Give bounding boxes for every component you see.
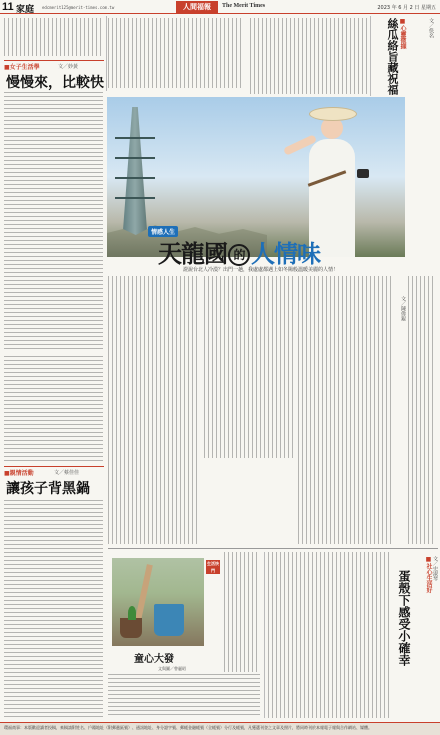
article-body-eggs [268, 552, 392, 718]
flower-pot [120, 618, 142, 638]
article-body-children [4, 500, 103, 718]
column-rule-4 [264, 552, 265, 718]
tower-segment [115, 157, 155, 159]
issue-date: 2023 年 6 月 2 日 星期五 [377, 5, 436, 11]
newspaper-logo: 人間福報 [176, 1, 218, 13]
tower-segment [115, 137, 155, 139]
photo-article-byline: 文與圖／曾麗昭 [158, 666, 186, 671]
article-body-loofah [250, 18, 368, 94]
middle-text-column [224, 552, 260, 672]
tower-segment [115, 197, 155, 199]
column-banner: 情感人生 [148, 226, 178, 237]
blue-bucket [154, 604, 184, 636]
feature-body-1 [108, 276, 200, 544]
feature-body-2 [204, 276, 294, 458]
article-headline-loofah: 絲瓜絡旨藏祝福 [386, 18, 399, 95]
photo-article-body [108, 674, 260, 718]
page-number: 11 [2, 1, 14, 13]
photo-column-tag: 生活快門 [207, 561, 219, 573]
article-body-slow [4, 92, 103, 352]
contact-email: edcmerit125@merit-times.com.tw [42, 5, 115, 10]
feature-body-4 [408, 276, 436, 544]
article-headline-eggs: 蛋殼下感受小確幸 [397, 570, 411, 666]
article-byline-children: 文／蔡佳佳 [54, 470, 80, 476]
footer-notice: 環福商事：本版歡迎讀者投稿，來稿請附姓名、戶籍地址（附郵遞區號）、通訊地址、身分證字號、郵帳金融帳號（全帳號）分行及帳號，凡獲選刊登之文章及照片，將同時刊於本報電子報與合作網站、媒體。 [4, 725, 372, 730]
feature-byline: 文／陳偉錕 [400, 296, 406, 321]
article-byline-slow: 文／妙黃 [58, 64, 79, 70]
feature-body-3 [298, 276, 394, 544]
camera-icon [357, 169, 369, 178]
article-headline-slow: 慢慢來，比較快 [6, 75, 104, 91]
section-divider [108, 548, 438, 549]
newspaper-logo-english: The Merit Times [222, 3, 266, 9]
section-rule-2 [4, 466, 104, 467]
article-byline-eggs: 文／史淑琴 [432, 556, 438, 581]
feature-headline [158, 234, 320, 269]
feature-headline-b: 人情味 [251, 240, 320, 268]
article-body-slow-2 [4, 356, 103, 464]
article-tag-slow: ■女子生活學 [4, 64, 40, 71]
section-rule [4, 60, 104, 61]
section-name: 家庭 [16, 5, 35, 15]
garden-photo [112, 558, 204, 646]
article-headline-children: 讓孩子背黑鍋 [6, 481, 90, 497]
column-rule-3 [370, 16, 371, 96]
article-tag-loofah: ■心靈微擷 [399, 18, 406, 49]
prev-article-text-2 [108, 18, 244, 88]
sun-hat [309, 107, 357, 121]
article-byline-loofah: 文／佚名 [428, 18, 434, 38]
sprout [128, 606, 136, 620]
column-rule [106, 16, 107, 91]
page-footer [0, 722, 440, 735]
photo-article-title: 童心大發 [134, 654, 174, 665]
tower-segment [115, 177, 155, 179]
page-header [0, 0, 440, 14]
prev-article-text [4, 18, 104, 56]
feature-headline-de: 的 [228, 244, 250, 266]
feature-headline-a: 天龍國 [158, 240, 227, 268]
feature-deck: 證說台北人冷漠？出門一趟，我處處都遇上如冬陽般溫暖美麗的人情！ [183, 267, 339, 273]
article-tag-eggs: ■社心生活好 [425, 556, 432, 593]
article-tag-children: ■親情活動 [4, 470, 34, 477]
